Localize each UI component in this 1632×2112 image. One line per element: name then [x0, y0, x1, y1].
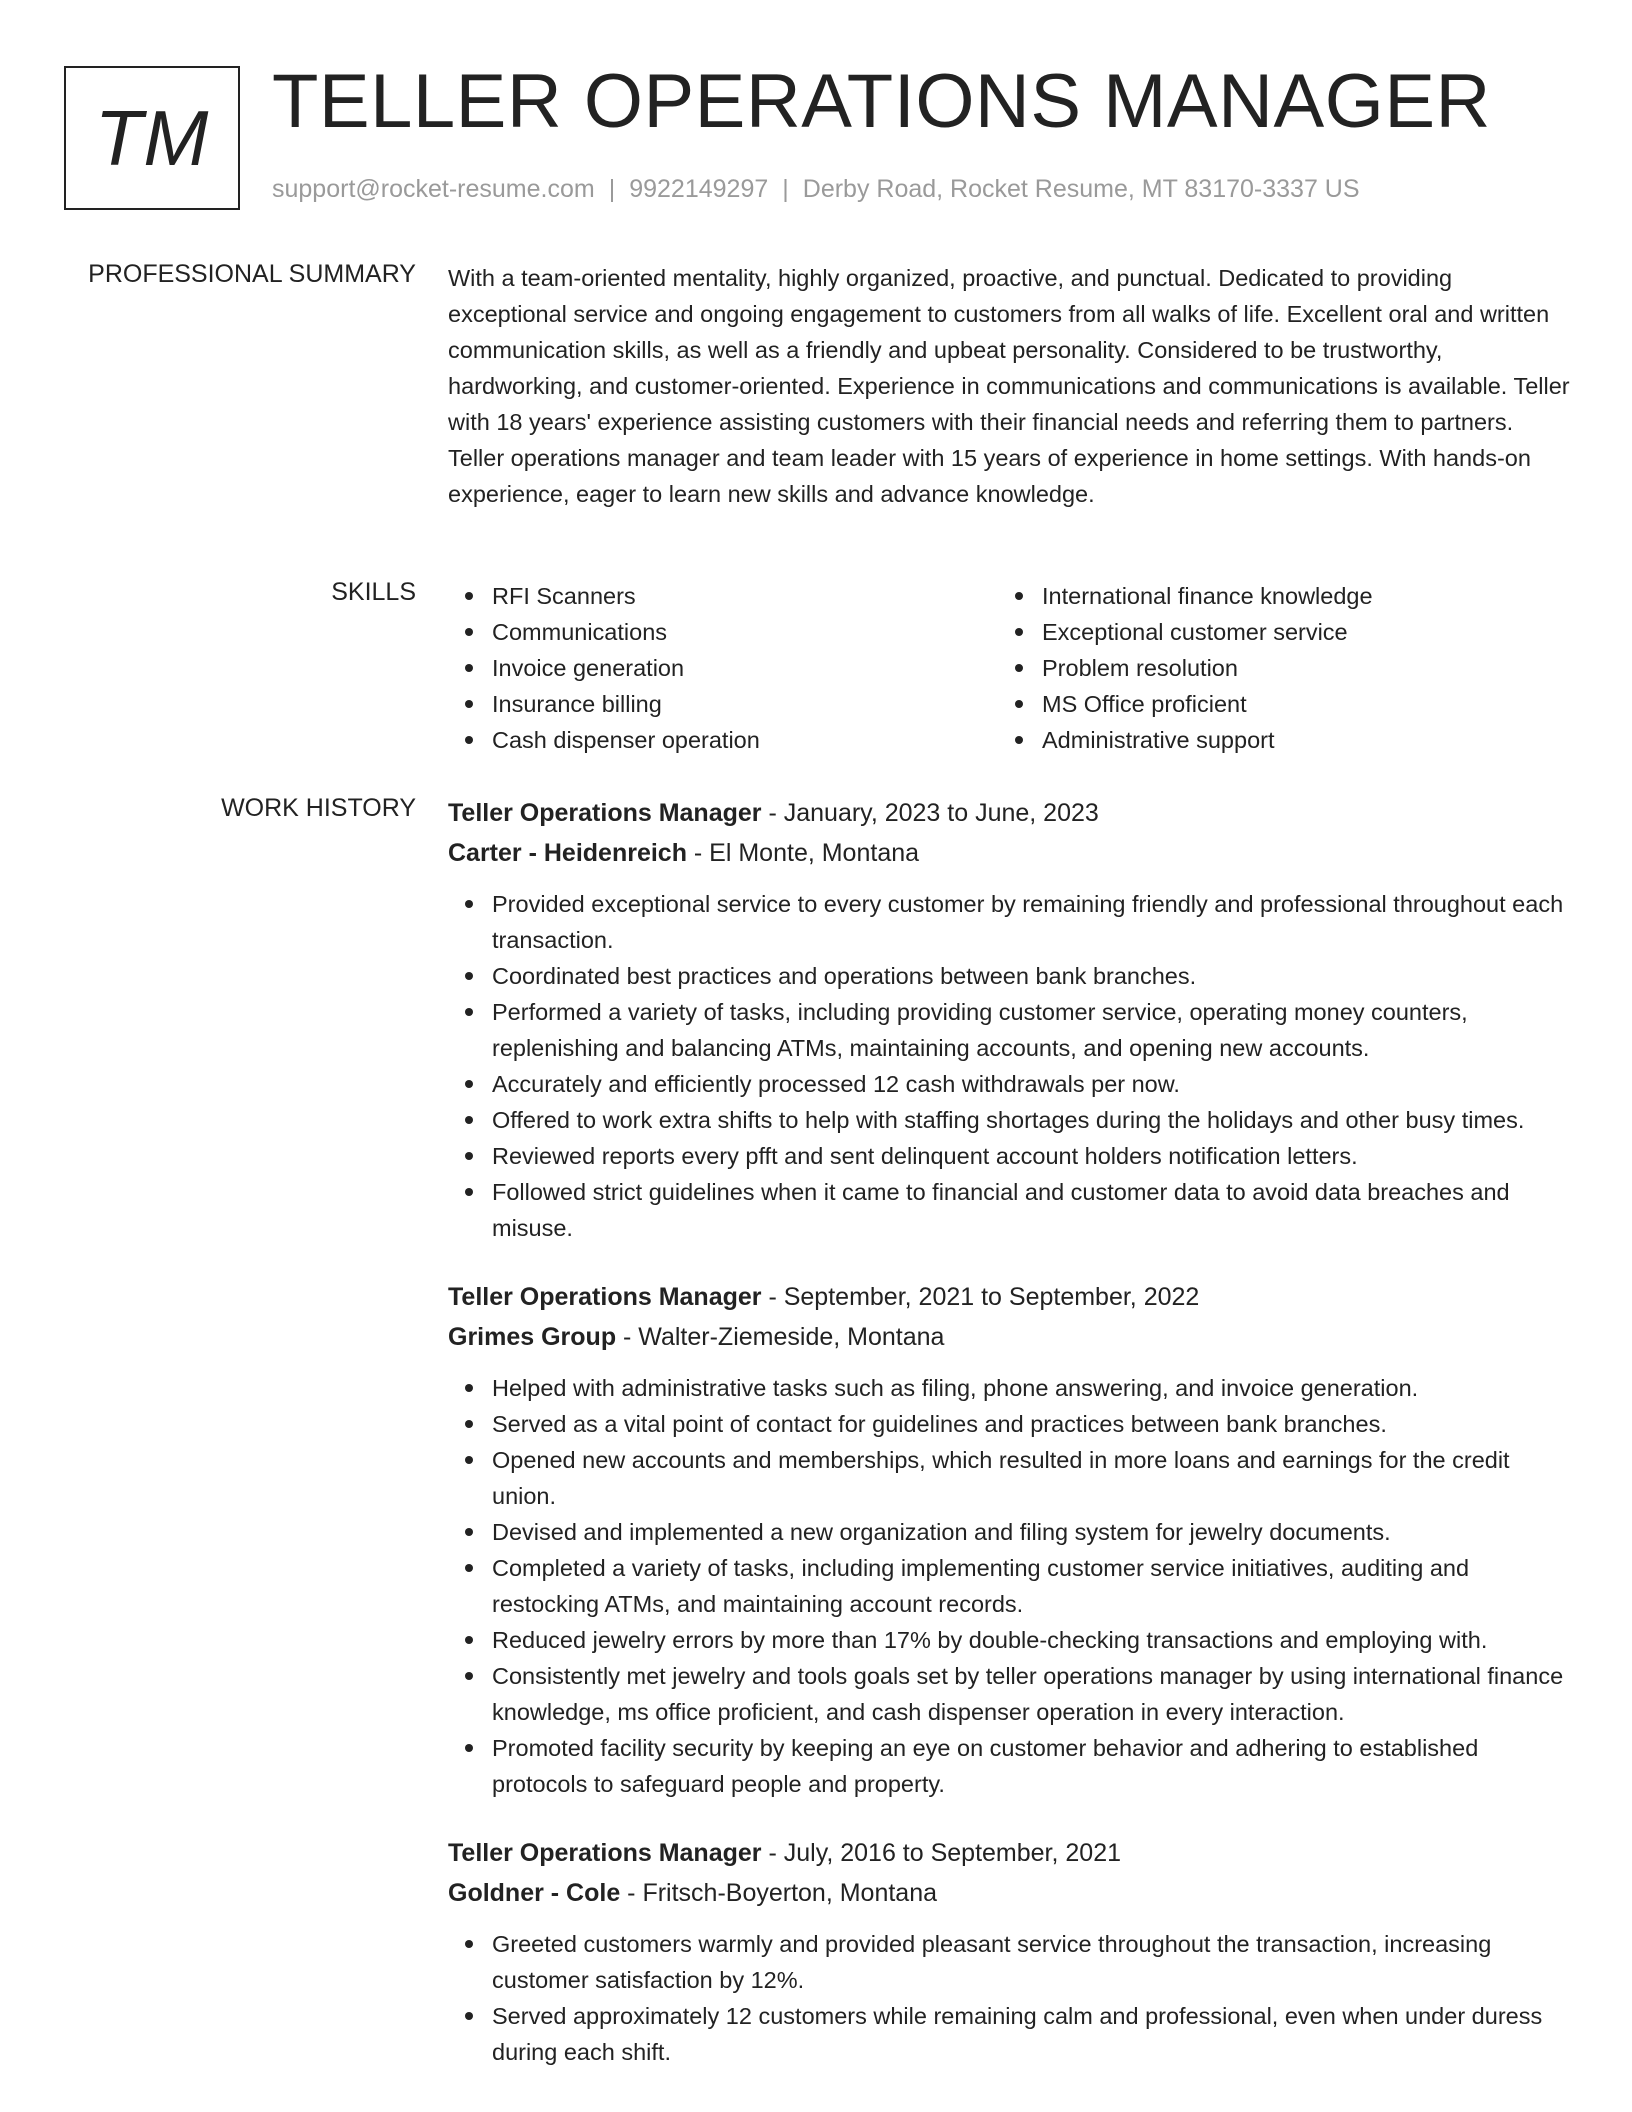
skill-item: Exceptional customer service [998, 614, 1548, 650]
company-line [448, 1874, 1572, 1912]
job-title: Teller Operations Manager [448, 1839, 762, 1867]
company-name: Goldner - Cole [448, 1879, 621, 1907]
section-label-work-history: WORK HISTORY [221, 794, 416, 822]
skills-list [448, 578, 1572, 758]
job-bullet: Helped with administrative tasks such as filing, phone answering, and invoice generation. [448, 1370, 1572, 1406]
company-location: - Fritsch-Boyerton, Montana [620, 1879, 938, 1907]
company-location: - El Monte, Montana [686, 839, 920, 867]
skill-item: RFI Scanners [448, 578, 998, 614]
job-bullet: Consistently met jewelry and tools goals set by teller operations manager by using international finance knowledge, ms office proficient, and cash dispenser operation in every interaction. [448, 1658, 1572, 1730]
monogram-badge: TM [64, 66, 240, 210]
job-dates: - July, 2016 to September, 2021 [761, 1839, 1122, 1867]
skill-item: Communications [448, 614, 998, 650]
skill-item: Cash dispenser operation [448, 722, 998, 758]
skill-item: International finance knowledge [998, 578, 1548, 614]
skills-column-right [998, 578, 1548, 758]
job-bullet: Coordinated best practices and operations between bank branches. [448, 958, 1572, 994]
job-bullet: Served approximately 12 customers while remaining calm and professional, even when under duress during each shift. [448, 1998, 1572, 2070]
summary-text: With a team-oriented mentality, highly organized, proactive, and punctual. Dedicated to providing exceptional service and ongoing engagement to customers from all walks of life. Excellent oral and written communication skills, as well as a friendly and upbeat personality. Considered to be trustworthy, hardworking, and customer-oriented. Experience in communications and communications is available. Teller with 18 years' experience assisting customers with their financial needs and referring them to partners. Teller operations manager and team leader with 15 years of experience in home settings. With hands-on experience, eager to learn new skills and advance knowledge. [448, 265, 1570, 507]
job-bullet: Offered to work extra shifts to help with staffing shortages during the holidays and other busy times. [448, 1102, 1572, 1138]
job-title-line [448, 1834, 1572, 1872]
contact-email[interactable]: support@rocket-resume.com [272, 175, 595, 203]
skill-item: Problem resolution [998, 650, 1548, 686]
contact-line [272, 175, 1360, 204]
company-line [448, 834, 1572, 872]
skills-column-left [448, 578, 998, 758]
job-bullet: Greeted customers warmly and provided pleasant service throughout the transaction, increasing customer satisfaction by 12%. [448, 1926, 1572, 1998]
job-bullet: Opened new accounts and memberships, which resulted in more loans and earnings for the credit union. [448, 1442, 1572, 1514]
job-dates: - January, 2023 to June, 2023 [761, 799, 1099, 827]
contact-separator: | [608, 175, 616, 203]
job-bullet: Followed strict guidelines when it came to financial and customer data to avoid data breaches and misuse. [448, 1174, 1572, 1246]
company-name: Carter - Heidenreich [448, 839, 687, 867]
section-label-summary: PROFESSIONAL SUMMARY [88, 260, 416, 288]
job-bullet: Served as a vital point of contact for guidelines and practices between bank branches. [448, 1406, 1572, 1442]
skill-item: MS Office proficient [998, 686, 1548, 722]
section-label-skills: SKILLS [331, 578, 416, 606]
job-bullet: Provided exceptional service to every customer by remaining friendly and professional throughout each transaction. [448, 886, 1572, 958]
contact-address: Derby Road, Rocket Resume, MT 83170-3337 US [802, 175, 1360, 203]
job-bullet: Accurately and efficiently processed 12 cash withdrawals per now. [448, 1066, 1572, 1102]
job-dates: - September, 2021 to September, 2022 [761, 1283, 1200, 1311]
skill-item: Administrative support [998, 722, 1548, 758]
company-name: Grimes Group [448, 1323, 617, 1351]
skill-item: Insurance billing [448, 686, 998, 722]
job-title: Teller Operations Manager [448, 799, 762, 827]
company-line [448, 1318, 1572, 1356]
job-title: Teller Operations Manager [448, 1283, 762, 1311]
job-bullets [448, 1370, 1572, 1802]
contact-separator: | [782, 175, 789, 203]
company-location: - Walter-Ziemeside, Montana [616, 1323, 945, 1351]
job-bullet: Performed a variety of tasks, including providing customer service, operating money counters, replenishing and balancing ATMs, maintaining accounts, and opening new accounts. [448, 994, 1572, 1066]
job-bullets [448, 886, 1572, 1246]
job-entry [448, 794, 1572, 1246]
skill-item: Invoice generation [448, 650, 998, 686]
job-bullet: Reviewed reports every pfft and sent delinquent account holders notification letters. [448, 1138, 1572, 1174]
job-bullet: Reduced jewelry errors by more than 17% by double-checking transactions and employing with. [448, 1622, 1572, 1658]
job-bullet: Devised and implemented a new organization and filing system for jewelry documents. [448, 1514, 1572, 1550]
job-title-line [448, 1278, 1572, 1316]
job-bullet: Completed a variety of tasks, including implementing customer service initiatives, auditing and restocking ATMs, and maintaining account records. [448, 1550, 1572, 1622]
work-history-list [448, 794, 1572, 2102]
job-bullet: Promoted facility security by keeping an eye on customer behavior and adhering to established protocols to safeguard people and property. [448, 1730, 1572, 1802]
resume-title: TELLER OPERATIONS MANAGER [272, 59, 1491, 144]
contact-phone[interactable]: 9922149297 [629, 175, 769, 203]
job-bullets [448, 1926, 1572, 2070]
job-entry [448, 1278, 1572, 1802]
job-entry [448, 1834, 1572, 2070]
job-title-line [448, 794, 1572, 832]
